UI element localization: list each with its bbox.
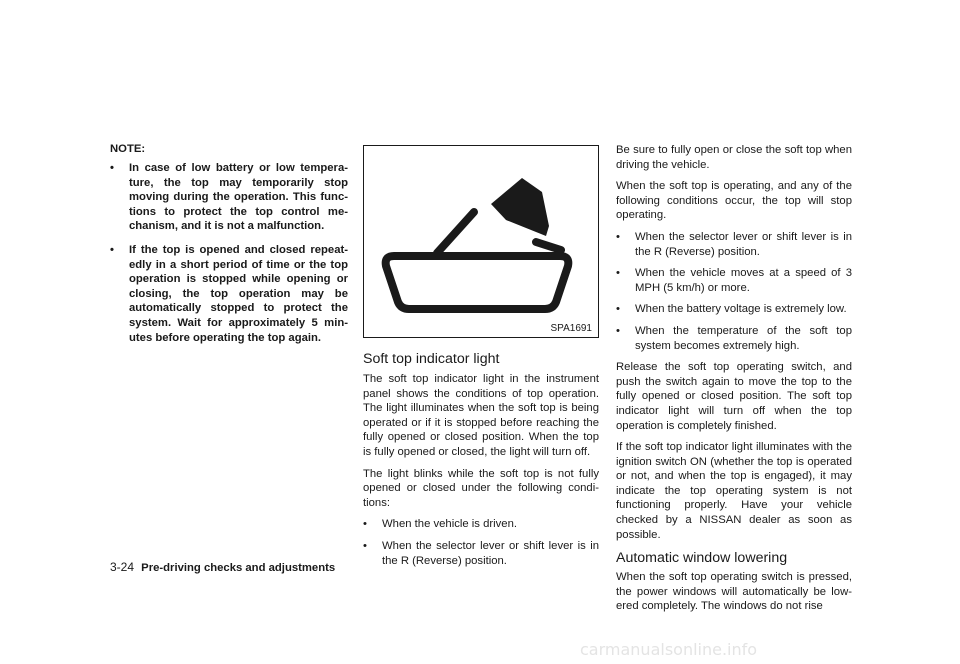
note-item [110,243,348,345]
list-item [616,302,852,317]
list-item [616,266,852,295]
bullet: • [110,162,114,174]
left-column [110,143,348,354]
page-number: 3-24 [110,560,135,574]
paragraph: When the soft top operating switch is pressed, the power windows will automatically be low-ered completely. The windows do not rise [616,571,852,613]
figure-code: SPA1691 [550,323,592,334]
list-item [363,517,599,532]
list-item-text: When the battery voltage is extremely low. [635,303,847,316]
bullet: • [363,518,367,531]
list-item [363,539,599,568]
note-item [110,161,348,234]
note-text: If the top is opened and closed repeat-edly in a short period of time or the top operation is stopped while opening or closing, the top operation may be automatically stopped to protect the system. Wait for approximately 5 min-utes before operating the top again. [129,243,348,344]
bullet: • [616,230,620,243]
bullet-list [616,230,852,353]
page-footer [110,560,335,574]
paragraph: The soft top indicator light in the instrument panel shows the conditions of top operation. The light illuminates when the soft top is being operated or if it is stopped before reaching the fully opened or closed position. When the top is fully opened or closed, the light will turn off. [363,373,599,458]
list-item [616,230,852,259]
figure-box [363,145,599,338]
bullet: • [616,303,620,316]
bullet: • [616,267,620,280]
note-text: In case of low battery or low tempera-ture, the top may temporarily stop moving during the operation. This func-tions to protect the top control me-chanism, and it is not a malfunction. [129,162,348,233]
section-heading: Soft top indicator light [363,351,500,367]
watermark: carmanualsonline.info [580,640,758,659]
soft-top-indicator-icon [364,146,598,337]
list-item-text: When the temperature of the soft top system becomes extremely high. [635,324,852,352]
paragraph: The light blinks while the soft top is not fully opened or closed under the following condi-tions: [363,467,599,509]
bullet: • [616,324,620,337]
list-item [616,324,852,353]
bullet-list [363,517,599,568]
paragraph: Be sure to fully open or close the soft top when driving the vehicle. [616,144,852,171]
list-item-text: When the selector lever or shift lever is in the R (Reverse) position. [635,230,852,258]
note-title: NOTE: [110,143,146,155]
list-item-text: When the vehicle is driven. [382,518,518,531]
section-heading: Automatic window lowering [616,550,788,567]
middle-column [363,143,599,575]
right-column [616,143,852,621]
bullet: • [110,243,114,256]
paragraph: When the soft top is operating, and any of the following conditions occur, the top will stop operating. [616,180,852,222]
list-item-text: When the selector lever or shift lever is in the R (Reverse) position. [382,539,599,567]
bullet: • [363,539,367,552]
list-item-text: When the vehicle moves at a speed of 3 MPH (5 km/h) or more. [635,267,852,294]
note-list [110,161,348,345]
footer-title: Pre-driving checks and adjustments [141,562,336,574]
paragraph: Release the soft top operating switch, and push the switch again to move the top to the fully opened or closed position. The soft top indicator light will turn off when the top operation is completely finished. [616,361,852,432]
paragraph: If the soft top indicator light illuminates with the ignition switch ON (whether the top is operated or not, and when the top is engaged), it may indicate the top operating system is not functioning properly. Have your vehicle checked by a NISSAN dealer as soon as possible. [616,441,852,541]
